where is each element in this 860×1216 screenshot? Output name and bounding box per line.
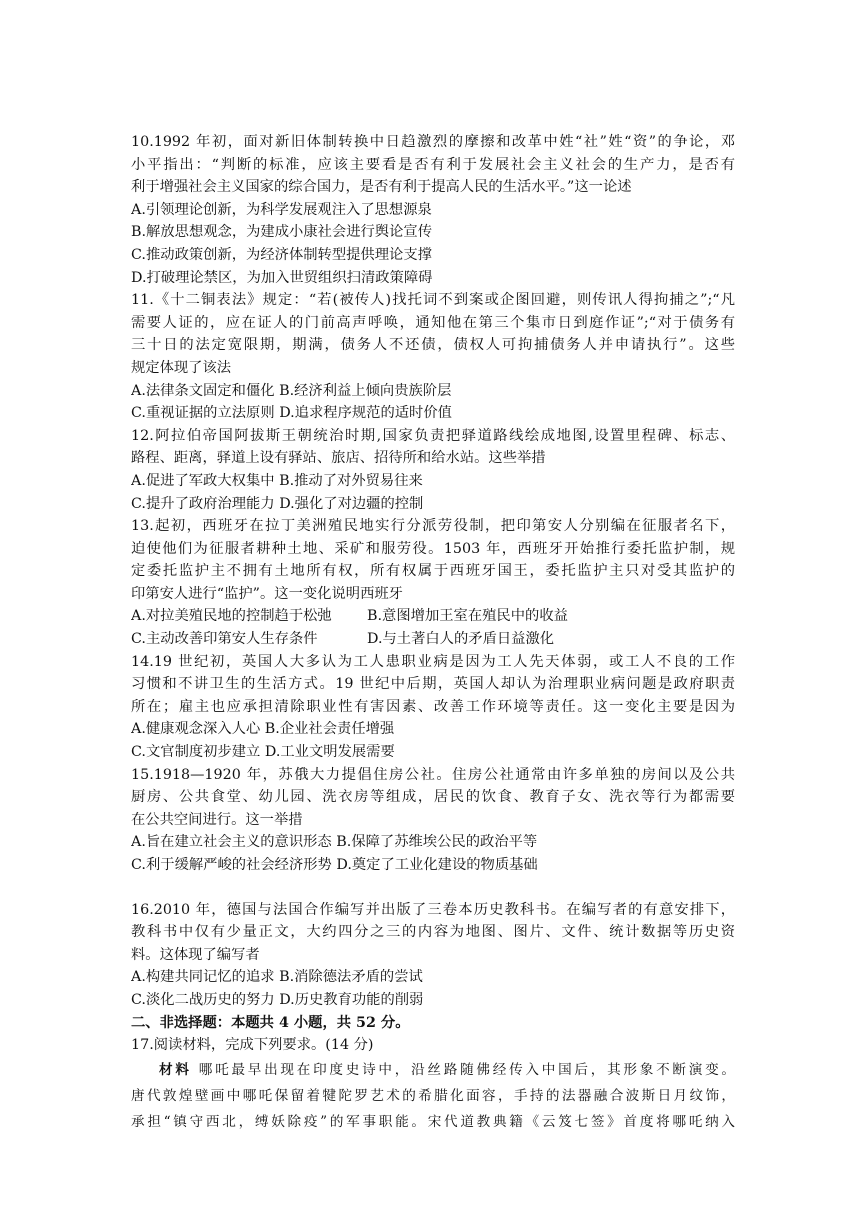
question-11-stem-line: 规定体现了该法 <box>131 359 232 376</box>
question-13-option-c: C.主动改善印第安人生存条件 <box>131 631 318 648</box>
question-11-stem-line: 需要人证的，应在证人的门前高声呼唤，通知他在第三个集市日到庭作证”;“对于债务有 <box>131 314 735 331</box>
question-13 <box>131 515 735 651</box>
question-13-stem-line: 13.起初，西班牙在拉丁美洲殖民地实行分派劳役制，把印第安人分别编在征服者名下， <box>131 518 735 535</box>
material-line <box>131 1057 735 1083</box>
question-14-options-cd: C.文官制度初步建立 D.工业文明发展需要 <box>131 744 395 761</box>
question-14-stem-line: 所在；雇主也应承担清除职业性有害因素、改善工作环境等责任。这一变化主要是因为 <box>131 698 735 715</box>
question-11-stem-line: 11.《十二铜表法》规定：“若(被传人)找托词不到案或企图回避，则传讯人得拘捕之”;“凡 <box>131 292 735 309</box>
material-text: 哪吒最早出现在印度史诗中，沿丝路随佛经传入中国后，其形象不断演变。 <box>198 1061 735 1078</box>
question-10-option-b: B.解放思想观念，为建成小康社会进行舆论宣传 <box>131 224 432 241</box>
question-11-stem-line: 三十日的法定宽限期，期满，债务人不还债，债权人可拘捕债务人并申请执行”。这些 <box>131 337 735 354</box>
question-15 <box>131 764 735 877</box>
section-2 <box>131 1012 735 1135</box>
exam-page <box>131 131 735 1135</box>
material-line: 承担“镇守西北，缚妖除疫”的军事职能。宋代道教典籍《云笈七签》首度将哪吒纳入 <box>131 1113 735 1130</box>
question-15-options-ab: A.旨在建立社会主义的意识形态 B.保障了苏维埃公民的政治平等 <box>131 834 538 851</box>
question-13-stem-line: 定委托监护主不拥有土地所有权，所有权属于西班牙国王，委托监护主只对受其监护的 <box>131 563 735 580</box>
question-14 <box>131 651 735 764</box>
question-12 <box>131 425 735 515</box>
question-14-stem-line: 习惯和不讲卫生的生活方式。19 世纪中后期，英国人却认为治理职业病问题是政府职责 <box>131 676 735 693</box>
question-13-option-d: D.与土著白人的矛盾日益激化 <box>367 631 555 648</box>
question-10-stem-line: 利于增强社会主义国家的综合国力，是否有利于提高人民的生活水平。”这一论述 <box>131 179 632 196</box>
question-15-stem-line: 在公共空间进行。这一举措 <box>131 811 303 828</box>
question-11-options-cd: C.重视证据的立法原则 D.追求程序规范的适时价值 <box>131 405 452 422</box>
question-16-options-cd: C.淡化二战历史的努力 D.历史教育功能的削弱 <box>131 991 424 1008</box>
question-14-stem-line: 14.19 世纪初，英国人大多认为工人患职业病是因为工人先天体弱，或工人不良的工作 <box>131 653 735 670</box>
question-15-stem-line: 厨房、公共食堂、幼儿园、洗衣房等组成，居民的饮食、教育子女、洗衣等行为都需要 <box>131 789 735 806</box>
question-13-option-b: B.意图增加王室在殖民中的收益 <box>367 608 568 625</box>
question-17-prompt: 17.阅读材料，完成下列要求。(14 分) <box>131 1037 374 1054</box>
question-12-stem-line: 12.阿拉伯帝国阿拔斯王朝统治时期,国家负责把驿道路线绘成地图,设置里程碑、标志、 <box>131 427 735 444</box>
question-12-stem-line: 路程、距离，驿道上设有驿站、旅店、招待所和给水站。这些举措 <box>131 450 546 467</box>
question-13-stem-line: 迫使他们为征服者耕种土地、采矿和服劳役。1503 年，西班牙开始推行委托监护制，规 <box>131 540 735 557</box>
question-13-options-cd <box>131 628 735 651</box>
material-label: 材料 <box>159 1061 192 1078</box>
question-11-options-ab: A.法律条文固定和僵化 B.经济利益上倾向贵族阶层 <box>131 382 452 399</box>
question-13-options-ab <box>131 605 735 628</box>
question-16 <box>131 899 735 1012</box>
question-16-stem-line: 16.2010 年，德国与法国合作编写并出版了三卷本历史教科书。在编写者的有意安排下， <box>131 901 735 918</box>
question-10-option-a: A.引领理论创新，为科学发展观注入了思想源泉 <box>131 201 432 218</box>
section-heading: 二、非选择题：本题共 4 小题，共 52 分。 <box>131 1014 410 1031</box>
blank-spacer <box>131 877 735 899</box>
material-line: 唐代敦煌壁画中哪吒保留着犍陀罗艺术的希腊化面容，手持的法器融合波斯日月纹饰， <box>131 1087 735 1104</box>
question-10-stem-line: 小平指出：“判断的标准，应该主要看是否有利于发展社会主义社会的生产力，是否有 <box>131 156 735 173</box>
question-12-options-ab: A.促进了军政大权集中 B.推动了对外贸易往来 <box>131 472 423 489</box>
question-15-stem-line: 15.1918—1920 年，苏俄大力提倡住房公社。住房公社通常由许多单独的房间以及公共 <box>131 766 735 783</box>
question-13-stem-line: 印第安人进行“监护”。这一变化说明西班牙 <box>131 585 403 602</box>
question-14-options-ab: A.健康观念深入人心 B.企业社会责任增强 <box>131 721 395 738</box>
question-15-options-cd: C.利于缓解严峻的社会经济形势 D.奠定了工业化建设的物质基础 <box>131 857 538 873</box>
question-11 <box>131 289 735 425</box>
question-12-options-cd: C.提升了政府治理能力 D.强化了对边疆的控制 <box>131 495 424 512</box>
question-10-option-c: C.推动政策创新，为经济体制转型提供理论支撑 <box>131 246 432 263</box>
question-10 <box>131 131 735 289</box>
question-13-option-a: A.对拉美殖民地的控制趋于松弛 <box>131 608 332 625</box>
question-16-stem-line: 料。这体现了编写者 <box>131 946 260 963</box>
question-16-options-ab: A.构建共同记忆的追求 B.消除德法矛盾的尝试 <box>131 969 423 986</box>
question-10-option-d: D.打破理论禁区，为加入世贸组织扫清政策障碍 <box>131 269 433 286</box>
question-16-stem-line: 教科书中仅有少量正文，大约四分之三的内容为地图、图片、文件、统计数据等历史资 <box>131 924 735 941</box>
question-10-stem-line: 10.1992 年初，面对新旧体制转换中日趋激烈的摩擦和改革中姓“社”姓“资”的争论，邓 <box>131 134 735 150</box>
